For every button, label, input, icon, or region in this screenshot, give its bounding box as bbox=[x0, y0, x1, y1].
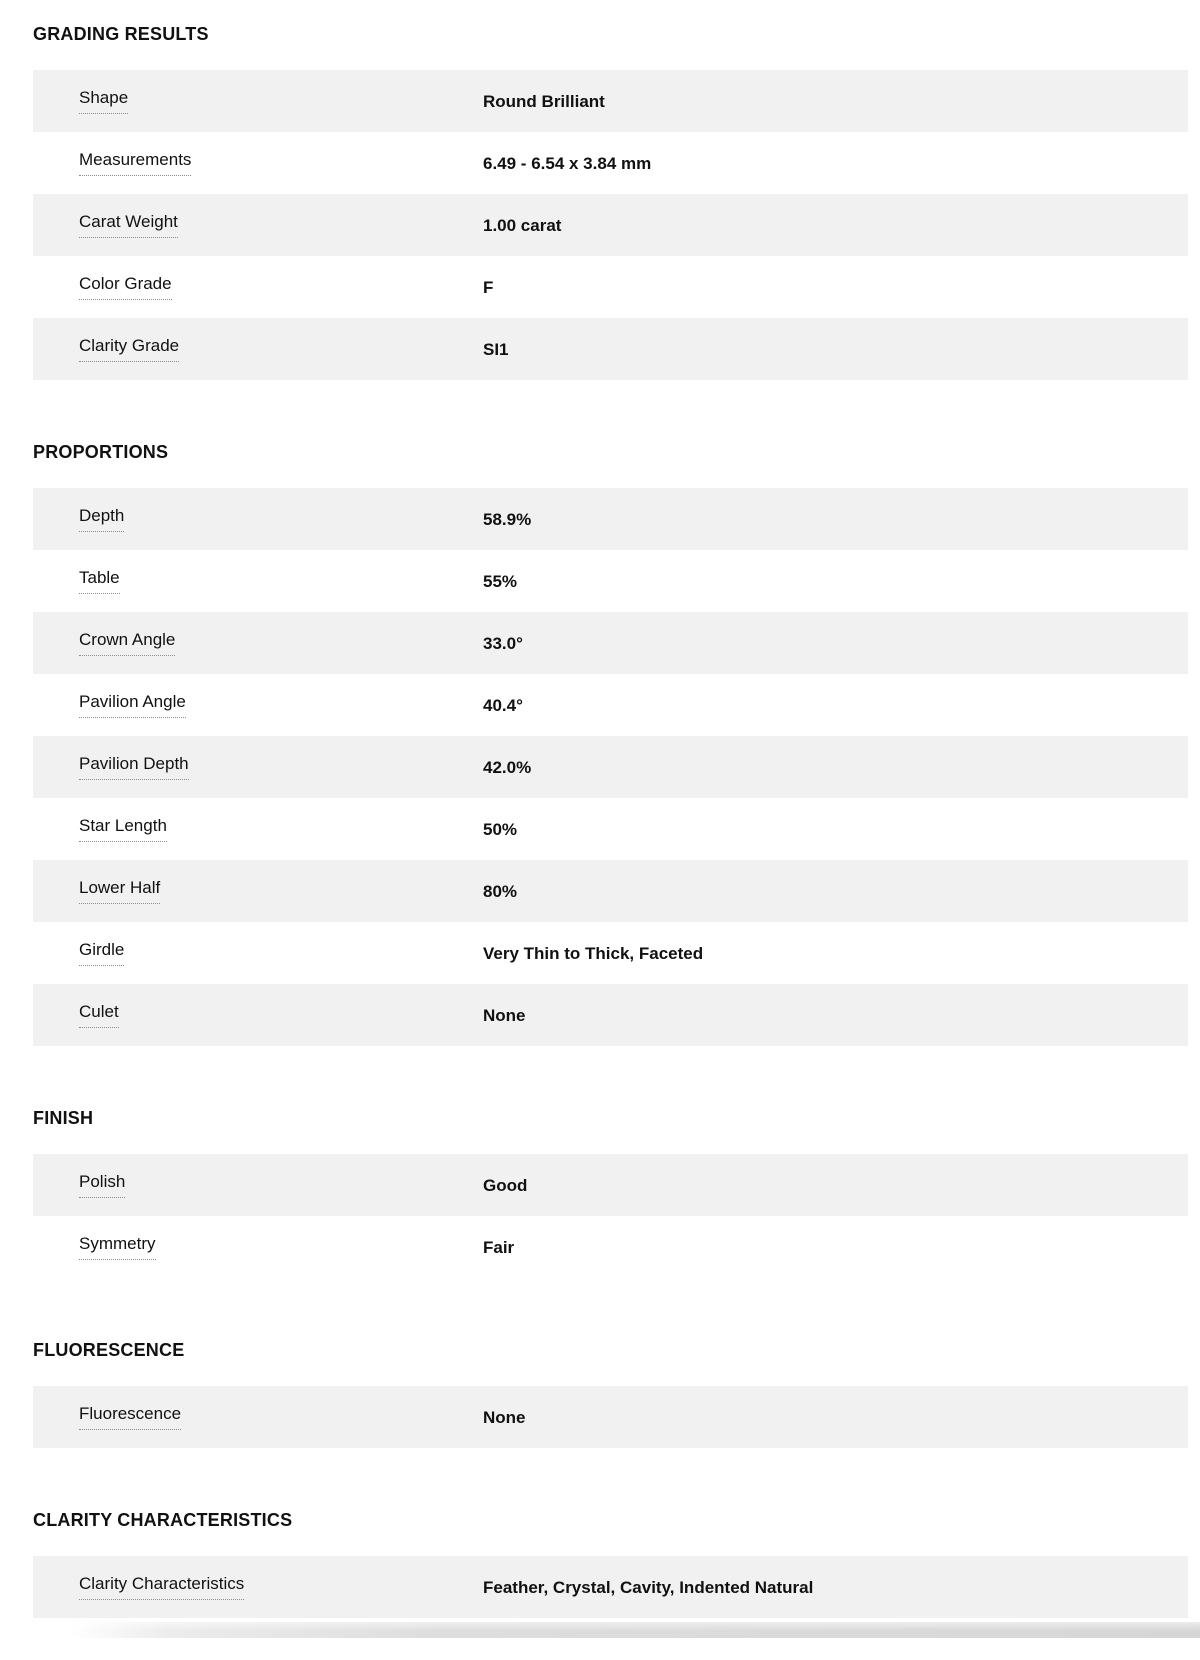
value-color-grade: F bbox=[483, 277, 494, 297]
row-culet bbox=[33, 984, 1188, 1046]
term-measurements[interactable]: Measurements bbox=[79, 150, 191, 176]
value-symmetry: Fair bbox=[483, 1237, 515, 1257]
value-pavilion-angle: 40.4° bbox=[483, 695, 523, 715]
row-symmetry bbox=[33, 1216, 1188, 1278]
row-shape bbox=[33, 70, 1188, 132]
term-shape[interactable]: Shape bbox=[79, 88, 128, 114]
grading-results-rows bbox=[33, 70, 1188, 380]
row-polish bbox=[33, 1154, 1188, 1216]
value-depth: 58.9% bbox=[483, 509, 532, 529]
row-girdle bbox=[33, 922, 1188, 984]
value-carat-weight: 1.00 carat bbox=[483, 215, 562, 235]
row-lower-half bbox=[33, 860, 1188, 922]
value-measurements: 6.49 - 6.54 x 3.84 mm bbox=[483, 153, 652, 173]
section-title-clarity-characteristics: CLARITY CHARACTERISTICS bbox=[33, 1510, 293, 1530]
section-title-fluorescence: FLUORESCENCE bbox=[33, 1340, 185, 1360]
value-clarity-characteristics: Feather, Crystal, Cavity, Indented Natural bbox=[483, 1577, 814, 1597]
term-fluorescence[interactable]: Fluorescence bbox=[79, 1404, 181, 1430]
term-pavilion-depth[interactable]: Pavilion Depth bbox=[79, 754, 189, 780]
row-pavilion-angle bbox=[33, 674, 1188, 736]
fluorescence-rows bbox=[33, 1386, 1188, 1448]
row-table bbox=[33, 550, 1188, 612]
term-pavilion-angle[interactable]: Pavilion Angle bbox=[79, 692, 186, 718]
term-table[interactable]: Table bbox=[79, 568, 120, 594]
bottom-edge-shadow bbox=[0, 1622, 1200, 1638]
term-polish[interactable]: Polish bbox=[79, 1172, 125, 1198]
row-crown-angle bbox=[33, 612, 1188, 674]
row-fluorescence bbox=[33, 1386, 1188, 1448]
term-clarity-characteristics[interactable]: Clarity Characteristics bbox=[79, 1574, 244, 1600]
section-title-grading-results: GRADING RESULTS bbox=[33, 24, 209, 44]
finish-rows bbox=[33, 1154, 1188, 1278]
row-measurements bbox=[33, 132, 1188, 194]
row-star-length bbox=[33, 798, 1188, 860]
row-color-grade bbox=[33, 256, 1188, 318]
term-clarity-grade[interactable]: Clarity Grade bbox=[79, 336, 179, 362]
value-table: 55% bbox=[483, 571, 518, 591]
term-lower-half[interactable]: Lower Half bbox=[79, 878, 160, 904]
value-polish: Good bbox=[483, 1175, 528, 1195]
row-clarity-characteristics bbox=[33, 1556, 1188, 1618]
section-grading-results bbox=[33, 22, 1200, 380]
value-lower-half: 80% bbox=[483, 881, 518, 901]
value-girdle: Very Thin to Thick, Faceted bbox=[483, 943, 704, 963]
row-pavilion-depth bbox=[33, 736, 1188, 798]
row-clarity-grade bbox=[33, 318, 1188, 380]
term-symmetry[interactable]: Symmetry bbox=[79, 1234, 156, 1260]
term-carat-weight[interactable]: Carat Weight bbox=[79, 212, 178, 238]
value-star-length: 50% bbox=[483, 819, 518, 839]
section-finish bbox=[33, 1106, 1200, 1278]
term-crown-angle[interactable]: Crown Angle bbox=[79, 630, 175, 656]
section-fluorescence bbox=[33, 1338, 1200, 1448]
clarity-characteristics-rows bbox=[33, 1556, 1188, 1618]
term-girdle[interactable]: Girdle bbox=[79, 940, 124, 966]
row-carat-weight bbox=[33, 194, 1188, 256]
value-shape: Round Brilliant bbox=[483, 91, 605, 111]
value-clarity-grade: SI1 bbox=[483, 339, 509, 359]
section-title-proportions: PROPORTIONS bbox=[33, 442, 169, 462]
section-title-finish: FINISH bbox=[33, 1108, 94, 1128]
value-culet: None bbox=[483, 1005, 526, 1025]
term-star-length[interactable]: Star Length bbox=[79, 816, 167, 842]
report-page bbox=[0, 22, 1200, 1638]
section-clarity-characteristics bbox=[33, 1508, 1200, 1618]
section-proportions bbox=[33, 440, 1200, 1046]
value-fluorescence: None bbox=[483, 1407, 526, 1427]
proportions-rows bbox=[33, 488, 1188, 1046]
row-depth bbox=[33, 488, 1188, 550]
term-culet[interactable]: Culet bbox=[79, 1002, 119, 1028]
value-crown-angle: 33.0° bbox=[483, 633, 523, 653]
term-depth[interactable]: Depth bbox=[79, 506, 124, 532]
term-color-grade[interactable]: Color Grade bbox=[79, 274, 172, 300]
value-pavilion-depth: 42.0% bbox=[483, 757, 532, 777]
